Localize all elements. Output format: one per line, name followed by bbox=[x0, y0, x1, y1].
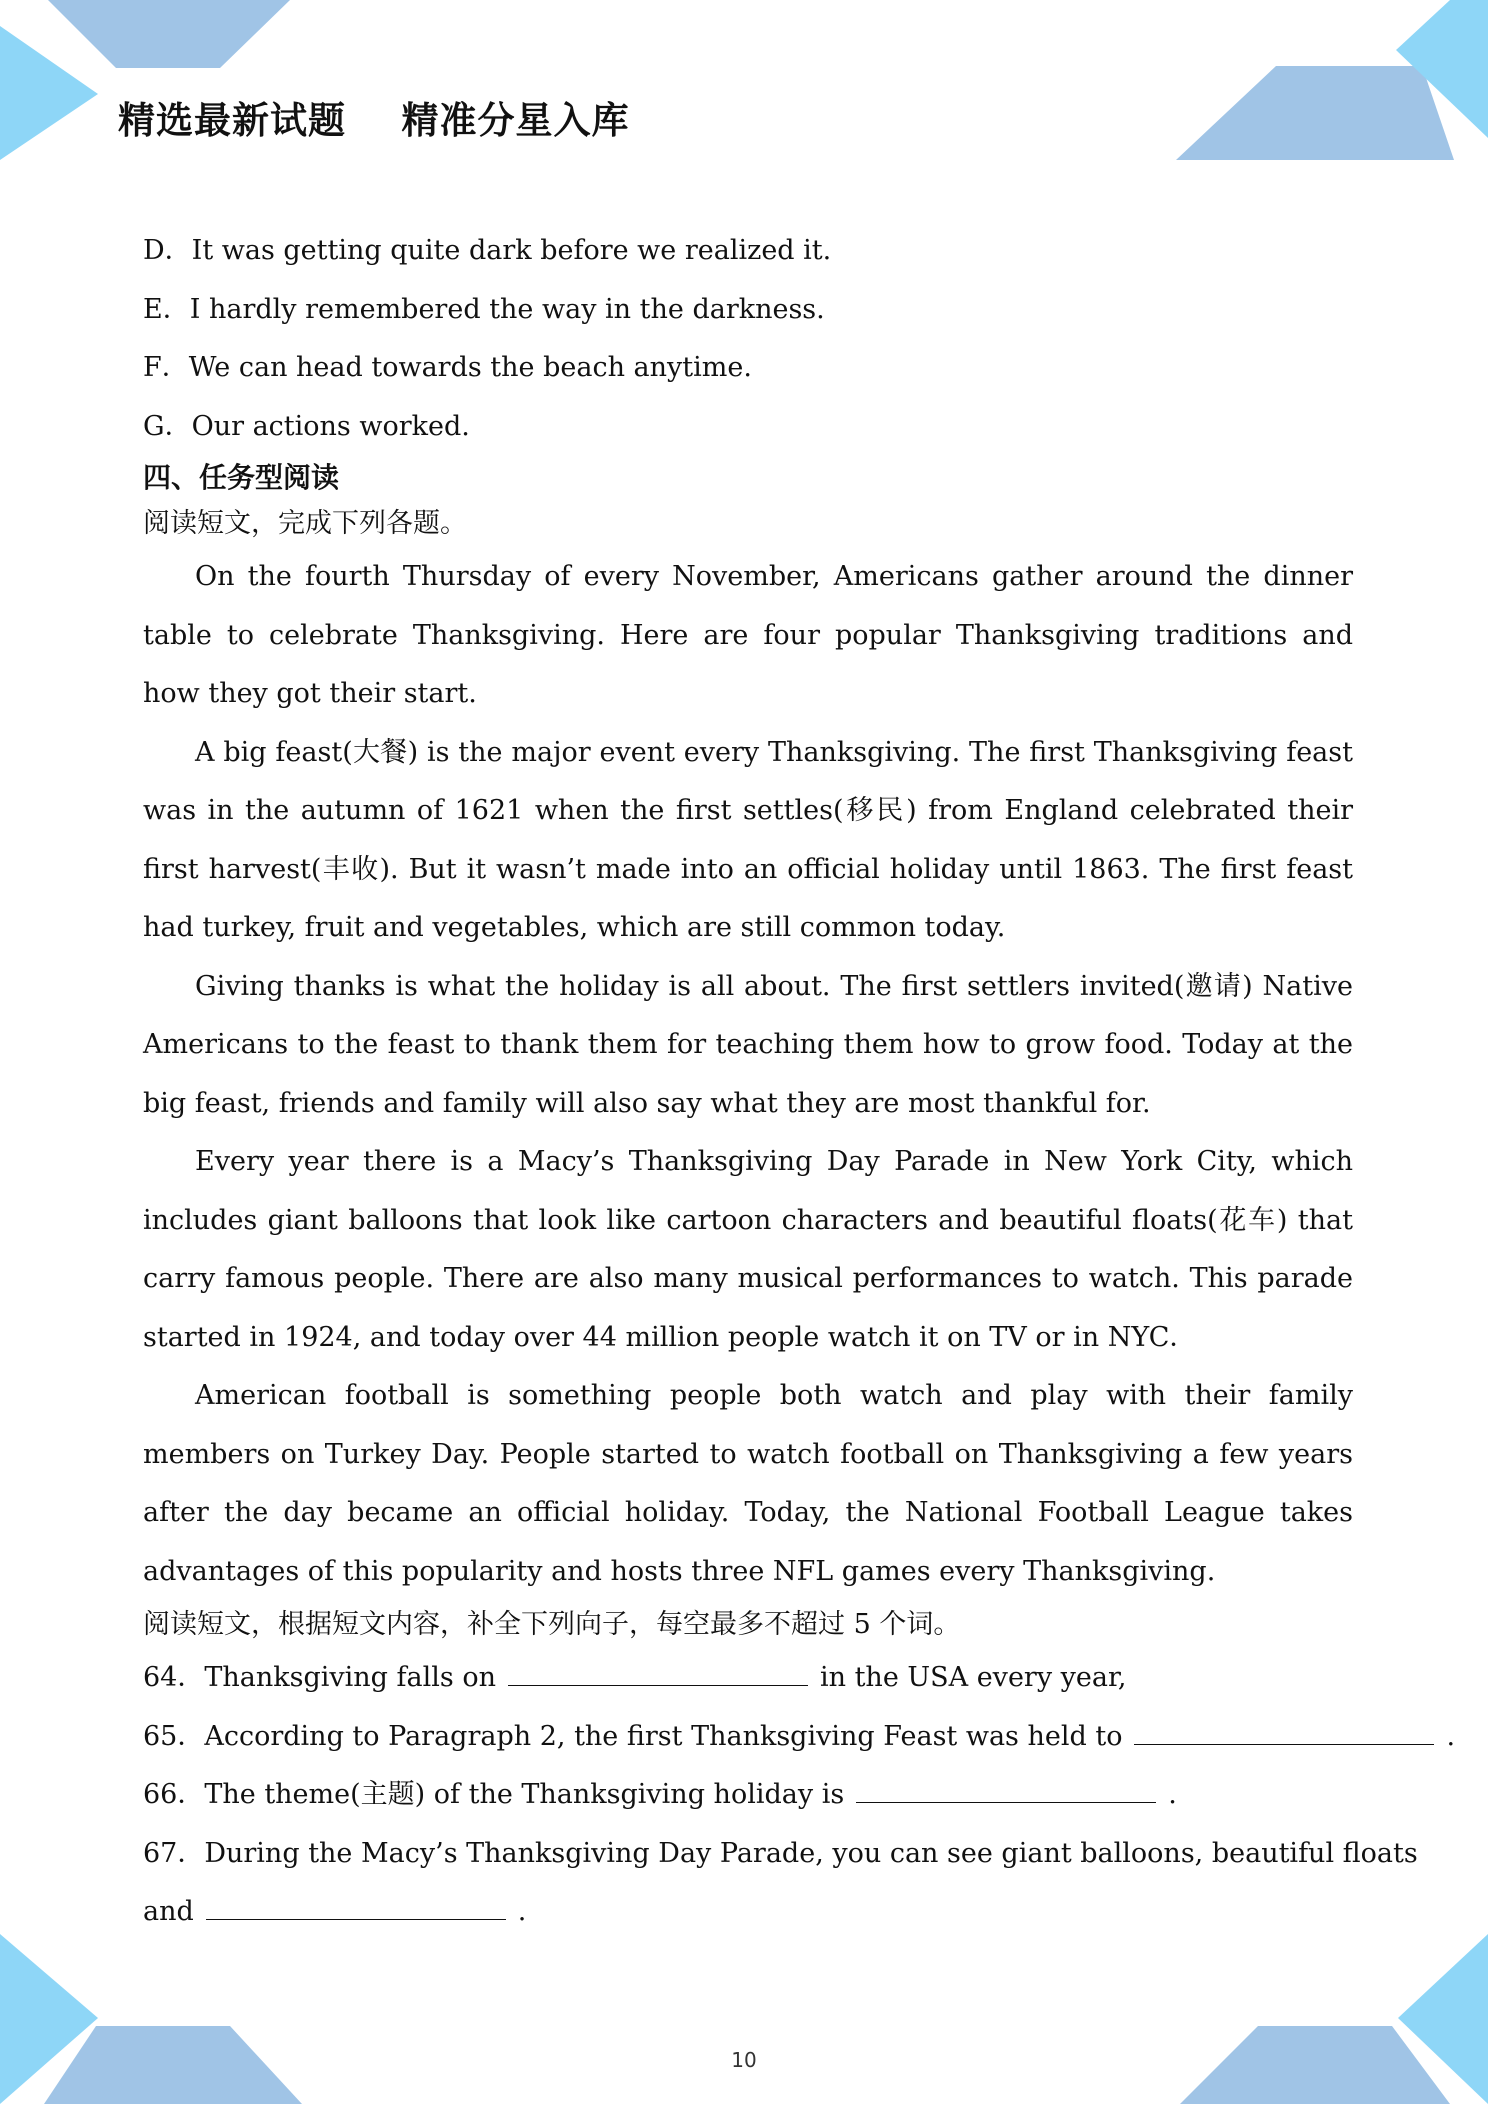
question-67-text: 67．During the Macy’s Thanksgiving Day Parade, you can see giant balloons, beautiful floats bbox=[143, 1837, 1418, 1869]
option-e: E．I hardly remembered the way in the darkness. bbox=[143, 293, 825, 325]
question-67-continuation bbox=[143, 1883, 1353, 1942]
top-left-decoration bbox=[0, 0, 300, 170]
page-number: 10 bbox=[731, 2048, 757, 2072]
option-g: G．Our actions worked. bbox=[143, 410, 470, 442]
question-65-text: 65．According to Paragraph 2, the first Thanksgiving Feast was held to bbox=[143, 1720, 1123, 1752]
bottom-right-decoration bbox=[1178, 1934, 1488, 2104]
document-body bbox=[143, 222, 1456, 1942]
question-67-and: and bbox=[143, 1896, 194, 1927]
passage-paragraph-2: A big feast(大餐) is the major event every Thanksgiving. The first Thanksgiving feast was in the autumn of 1621 when the first settles(移民) from England celebrated their first harvest(丰收). But it wasn’t made into an official holiday until 1863. The first feast had turkey, fruit and vegetables, which are still common today. bbox=[143, 736, 1353, 943]
question-64 bbox=[143, 1649, 1353, 1708]
question-66 bbox=[143, 1766, 1353, 1825]
task-instruction: 阅读短文，根据短文内容，补全下列向子，每空最多不超过 5 个词。 bbox=[143, 1609, 961, 1640]
section-instruction: 阅读短文，完成下列各题。 bbox=[143, 508, 467, 539]
question-65-blank[interactable] bbox=[1134, 1722, 1434, 1745]
passage-paragraph-1: On the fourth Thursday of every November, Americans gather around the dinner table to celebrate Thanksgiving. Here are four popular Thanksgiving traditions and how they got their start. bbox=[143, 561, 1353, 709]
question-64-text: 64．Thanksgiving falls on bbox=[143, 1662, 496, 1693]
question-65-tail: . bbox=[1446, 1720, 1456, 1752]
question-64-blank[interactable] bbox=[508, 1663, 808, 1686]
passage-paragraph-5: American football is something people both watch and play with their family members on Turkey Day. People started to watch football on Thanksgiving a few years after the day became an official holiday. Today, the National Football League takes advantages of this popularity and hosts three NFL games every Thanksgiving. bbox=[143, 1380, 1353, 1587]
question-64-tail: in the USA every year, bbox=[819, 1662, 1127, 1693]
top-right-decoration bbox=[1168, 0, 1488, 170]
question-66-blank[interactable] bbox=[856, 1780, 1156, 1803]
question-67-tail: . bbox=[517, 1896, 527, 1927]
section-heading: 四、任务型阅读 bbox=[143, 461, 340, 494]
question-65 bbox=[143, 1708, 1456, 1767]
bottom-left-decoration bbox=[0, 1934, 310, 2104]
option-f: F．We can head towards the beach anytime. bbox=[143, 352, 752, 383]
question-66-text: 66．The theme(主题) of the Thanksgiving holiday is bbox=[143, 1779, 845, 1810]
question-67 bbox=[143, 1825, 1418, 1884]
question-66-tail: . bbox=[1168, 1779, 1177, 1810]
header-title: 精选最新试题 精准分星入库 bbox=[118, 99, 630, 142]
option-d: D．It was getting quite dark before we realized it. bbox=[143, 235, 832, 266]
question-67-blank[interactable] bbox=[206, 1897, 506, 1920]
passage-paragraph-4: Every year there is a Macy’s Thanksgiving Day Parade in New York City, which includes giant balloons that look like cartoon characters and beautiful floats(花车) that carry famous people. There are also many musical performances to watch. This parade started in 1924, and today over 44 million people watch it on TV or in NYC． bbox=[143, 1146, 1353, 1353]
passage-paragraph-3: Giving thanks is what the holiday is all about. The first settlers invited(邀请) Native Americans to the feast to thank them for teaching them how to grow food. Today at the big feast, friends and family will also say what they are most thankful for. bbox=[143, 970, 1353, 1119]
